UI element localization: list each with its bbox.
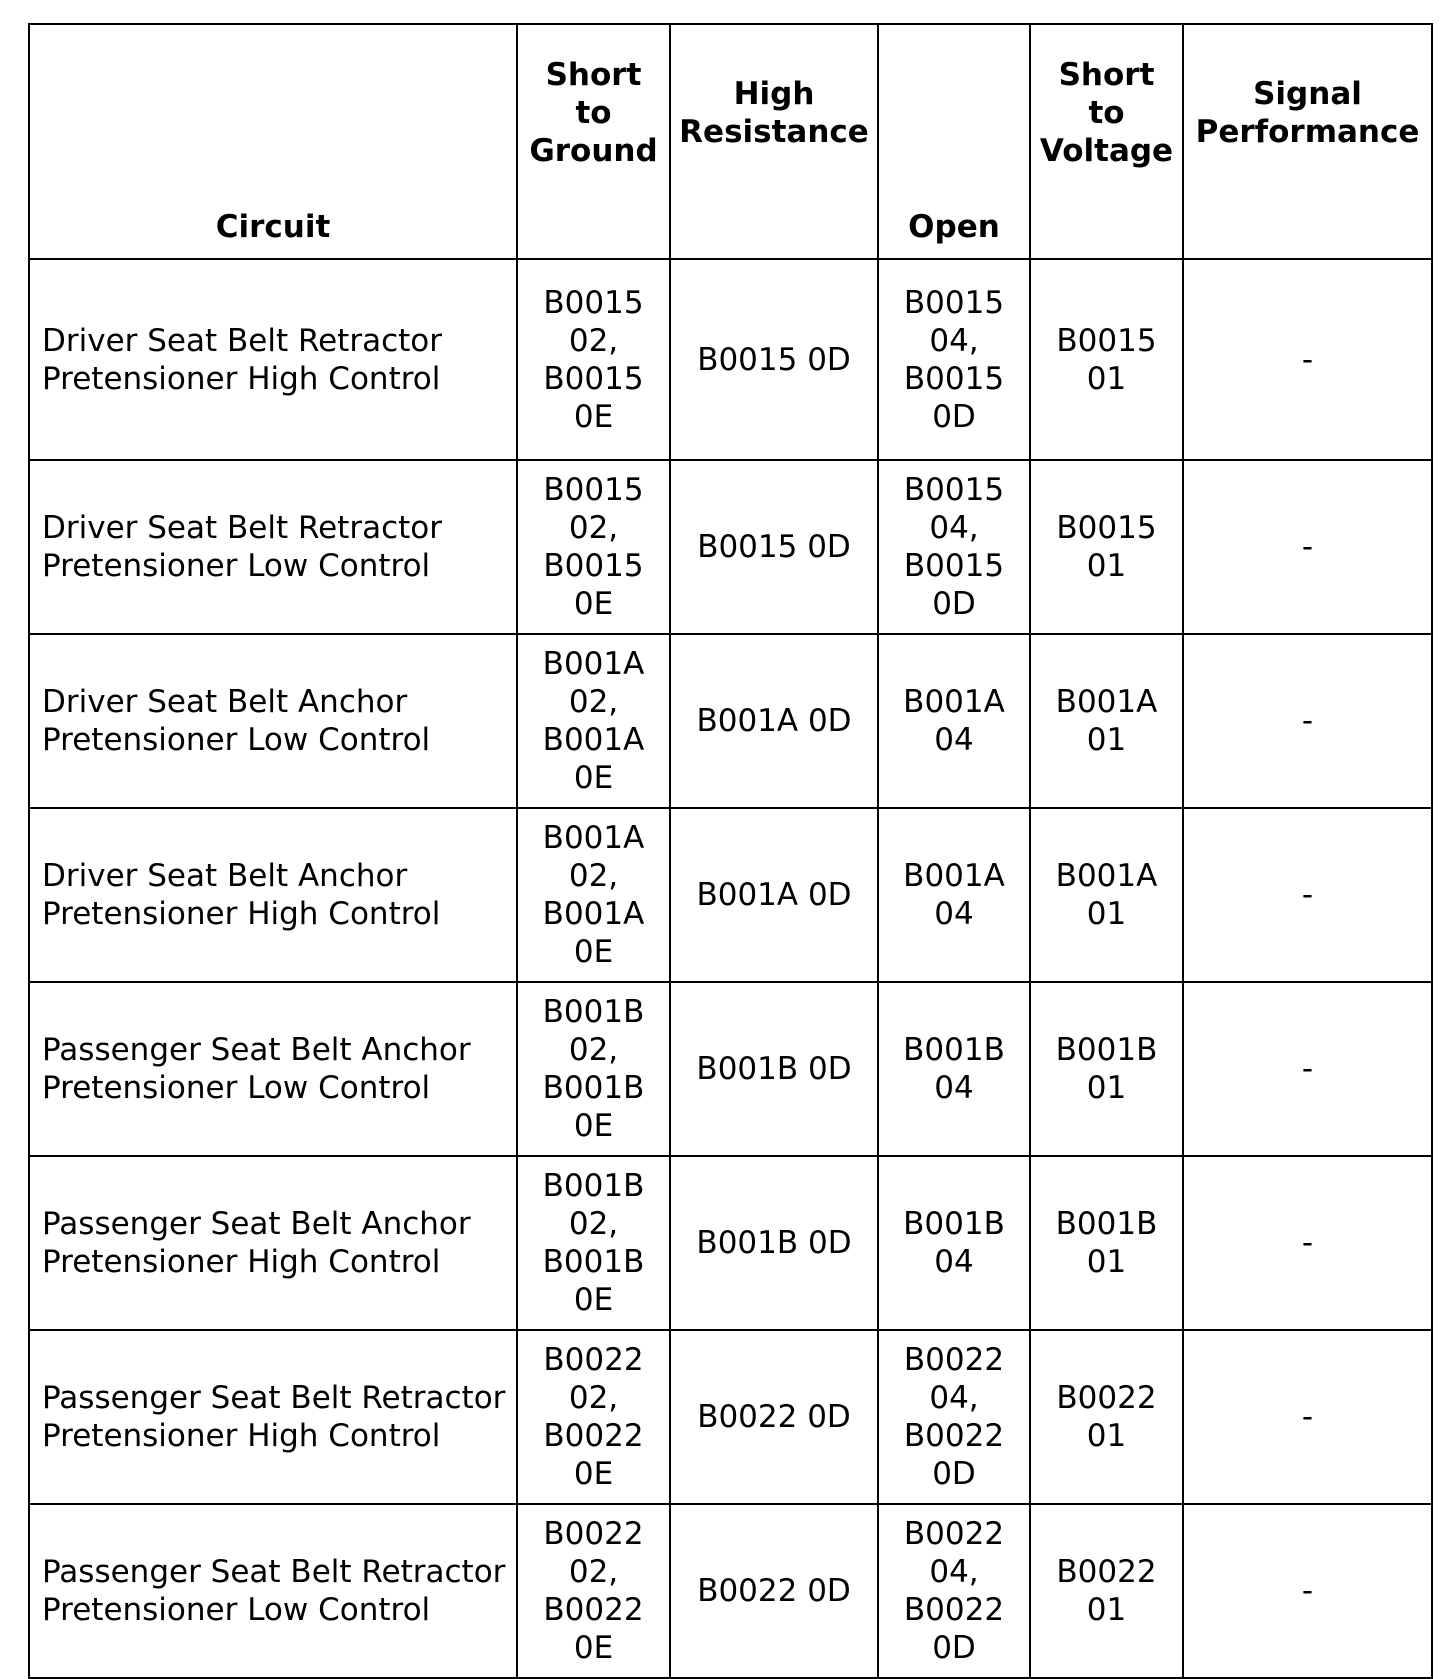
high-resistance-cell: B001A 0D xyxy=(670,634,878,808)
high-resistance-cell: B001A 0D xyxy=(670,808,878,982)
short-to-voltage-cell: B001B 01 xyxy=(1030,1156,1183,1330)
open-cell: B001B 04 xyxy=(878,1156,1030,1330)
short-to-ground-cell: B0015 02, B0015 0E xyxy=(517,259,670,460)
table-row xyxy=(29,634,1432,808)
header-row xyxy=(29,24,1432,259)
header-short-to-ground: Short to Ground xyxy=(517,24,670,259)
short-to-ground-cell: B0015 02, B0015 0E xyxy=(517,460,670,634)
short-to-ground-cell: B001A 02, B001A 0E xyxy=(517,634,670,808)
header-short-to-voltage: Short to Voltage xyxy=(1030,24,1183,259)
circuit-cell: Passenger Seat Belt Retractor Pretensioner High Control xyxy=(29,1330,517,1504)
signal-performance-cell: - xyxy=(1183,982,1432,1156)
open-cell: B001B 04 xyxy=(878,982,1030,1156)
high-resistance-cell: B0022 0D xyxy=(670,1504,878,1678)
table-row xyxy=(29,1504,1432,1678)
open-cell: B0015 04, B0015 0D xyxy=(878,460,1030,634)
table-row xyxy=(29,460,1432,634)
table-row xyxy=(29,1156,1432,1330)
header-signal-performance: Signal Performance xyxy=(1183,24,1432,259)
open-cell: B001A 04 xyxy=(878,634,1030,808)
short-to-voltage-cell: B0022 01 xyxy=(1030,1330,1183,1504)
signal-performance-cell: - xyxy=(1183,1504,1432,1678)
high-resistance-cell: B001B 0D xyxy=(670,982,878,1156)
dtc-circuit-table xyxy=(28,23,1433,1679)
high-resistance-cell: B0015 0D xyxy=(670,259,878,460)
short-to-voltage-cell: B0015 01 xyxy=(1030,259,1183,460)
table-row xyxy=(29,982,1432,1156)
short-to-voltage-cell: B001A 01 xyxy=(1030,634,1183,808)
table-row xyxy=(29,259,1432,460)
open-cell: B0022 04, B0022 0D xyxy=(878,1504,1030,1678)
circuit-cell: Driver Seat Belt Retractor Pretensioner High Control xyxy=(29,259,517,460)
circuit-cell: Passenger Seat Belt Anchor Pretensioner High Control xyxy=(29,1156,517,1330)
header-circuit: Circuit xyxy=(29,24,517,259)
circuit-cell: Driver Seat Belt Anchor Pretensioner High Control xyxy=(29,808,517,982)
short-to-voltage-cell: B001A 01 xyxy=(1030,808,1183,982)
short-to-voltage-cell: B001B 01 xyxy=(1030,982,1183,1156)
short-to-ground-cell: B0022 02, B0022 0E xyxy=(517,1504,670,1678)
signal-performance-cell: - xyxy=(1183,460,1432,634)
signal-performance-cell: - xyxy=(1183,1330,1432,1504)
table-row xyxy=(29,1330,1432,1504)
high-resistance-cell: B001B 0D xyxy=(670,1156,878,1330)
header-high-resistance: High Resistance xyxy=(670,24,878,259)
table-row xyxy=(29,808,1432,982)
signal-performance-cell: - xyxy=(1183,259,1432,460)
high-resistance-cell: B0022 0D xyxy=(670,1330,878,1504)
short-to-voltage-cell: B0015 01 xyxy=(1030,460,1183,634)
signal-performance-cell: - xyxy=(1183,808,1432,982)
circuit-cell: Passenger Seat Belt Retractor Pretensioner Low Control xyxy=(29,1504,517,1678)
short-to-ground-cell: B001A 02, B001A 0E xyxy=(517,808,670,982)
open-cell: B0022 04, B0022 0D xyxy=(878,1330,1030,1504)
high-resistance-cell: B0015 0D xyxy=(670,460,878,634)
short-to-ground-cell: B001B 02, B001B 0E xyxy=(517,982,670,1156)
short-to-voltage-cell: B0022 01 xyxy=(1030,1504,1183,1678)
open-cell: B0015 04, B0015 0D xyxy=(878,259,1030,460)
signal-performance-cell: - xyxy=(1183,634,1432,808)
short-to-ground-cell: B001B 02, B001B 0E xyxy=(517,1156,670,1330)
circuit-cell: Driver Seat Belt Retractor Pretensioner Low Control xyxy=(29,460,517,634)
circuit-cell: Passenger Seat Belt Anchor Pretensioner Low Control xyxy=(29,982,517,1156)
circuit-cell: Driver Seat Belt Anchor Pretensioner Low Control xyxy=(29,634,517,808)
signal-performance-cell: - xyxy=(1183,1156,1432,1330)
open-cell: B001A 04 xyxy=(878,808,1030,982)
short-to-ground-cell: B0022 02, B0022 0E xyxy=(517,1330,670,1504)
header-open: Open xyxy=(878,24,1030,259)
